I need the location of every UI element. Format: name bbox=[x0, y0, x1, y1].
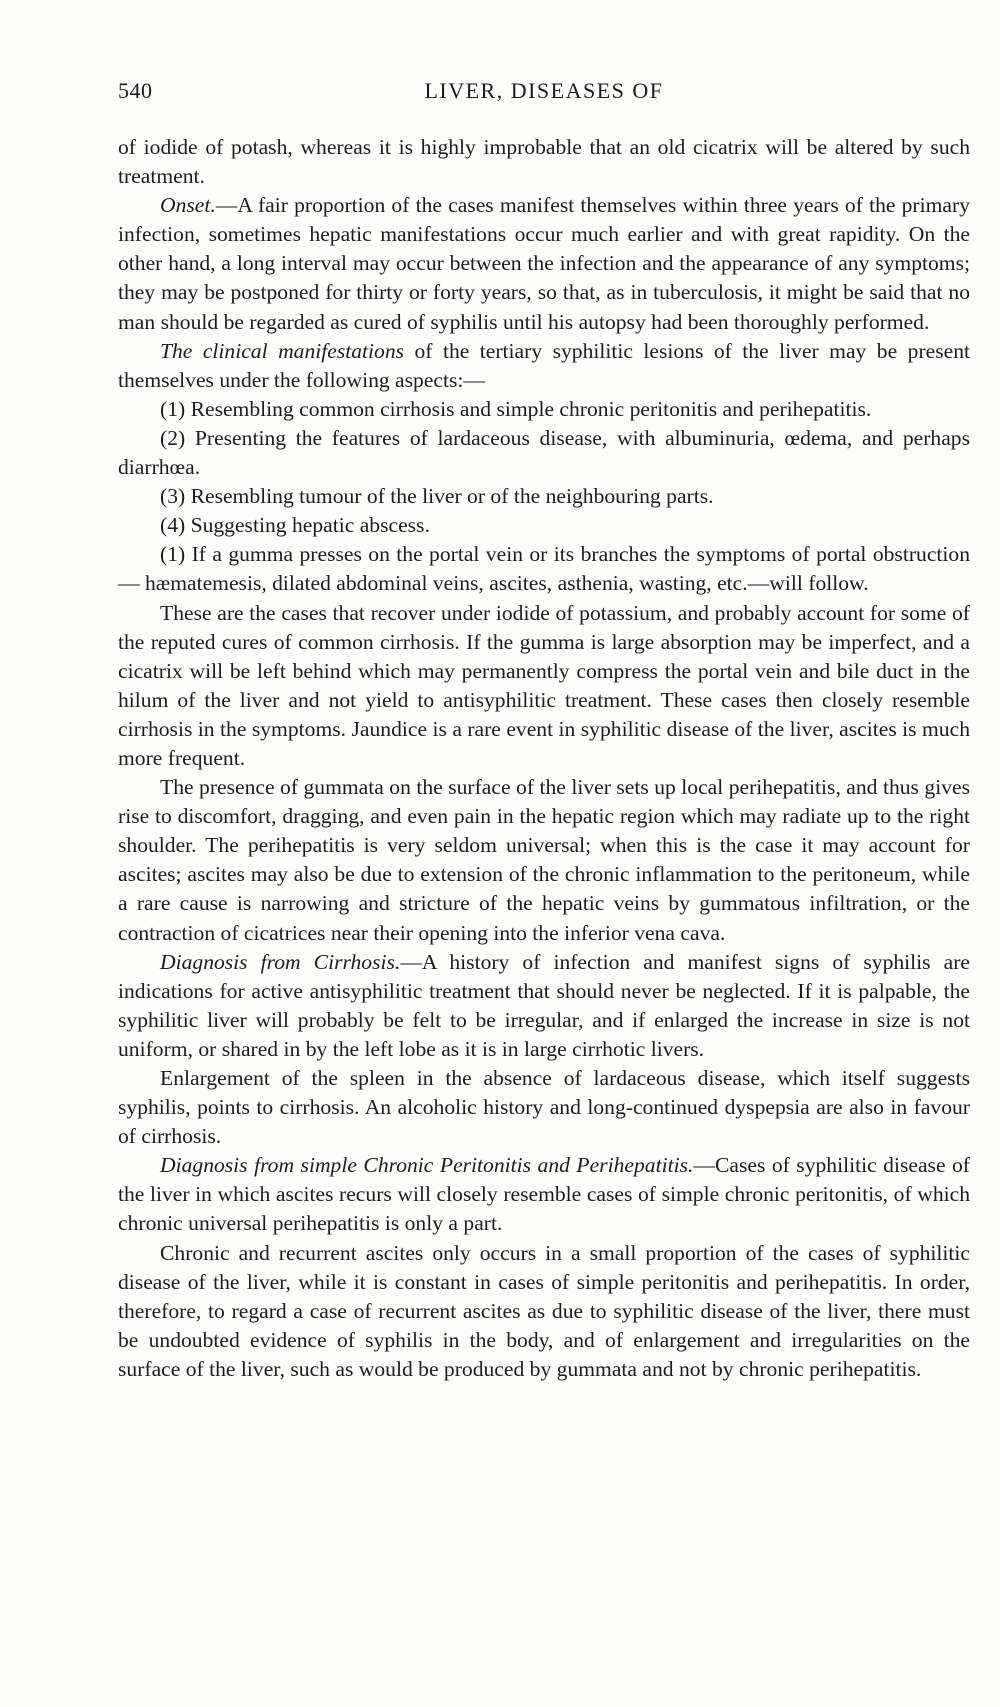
paragraph-text: (1) Resembling common cirrhosis and simple chronic peritonitis and perihepatitis. bbox=[160, 396, 872, 421]
paragraph bbox=[118, 1239, 970, 1384]
paragraph-text: —A fair proportion of the cases manifest themselves within three years of the primary infection, sometimes hepatic manifestations occur much earlier and with great rapidity. On the other hand, a long interval may occur between the infection and the appearance of any symptoms; they may be postponed for thirty or forty years, so that, as in tuberculosis, it might be said that no man should be regarded as cured of syphilis until his autopsy had been thoroughly performed. bbox=[118, 193, 970, 334]
paragraph-lead: Diagnosis from Cirrhosis. bbox=[160, 949, 401, 974]
list-item bbox=[118, 424, 970, 482]
paragraph-text: Chronic and recurrent ascites only occurs in a small proportion of the cases of syphilitic disease of the liver, while it is constant in cases of simple peritonitis and perihepatitis. In order, therefore, to regard a case of recurrent ascites as due to syphilitic disease of the liver, there must be undoubted evidence of syphilis in the body, and of enlargement and irregularities on the surface of the liver, such as would be produced by gummata and not by chronic perihepatitis. bbox=[118, 1240, 970, 1381]
paragraph-text: (3) Resembling tumour of the liver or of the neighbouring parts. bbox=[160, 484, 714, 509]
paragraph bbox=[118, 540, 970, 598]
paragraph-text: —Cases of syphilitic disease of the liver in which ascites recurs will closely resemble cases of simple chronic peritonitis, of which chronic universal perihepatitis is only a part. bbox=[118, 1153, 970, 1236]
running-title: LIVER, DISEASES OF bbox=[424, 78, 664, 103]
paragraph-lead: The clinical manifestations bbox=[160, 338, 405, 363]
paragraph-diagnosis-peritonitis bbox=[118, 1151, 970, 1238]
paragraph bbox=[118, 599, 970, 774]
paragraph bbox=[118, 1064, 970, 1151]
paragraph-text: of iodide of potash, whereas it is highly improbable that an old cicatrix will be altered by such treatment. bbox=[118, 135, 970, 189]
paragraph-continuation bbox=[118, 133, 970, 191]
paragraph-text: —A history of infection and manifest signs of syphilis are indications for active antisyphilitic treatment that should never be neglected. If it is palpable, the syphilitic liver will probably be felt to be irregular, and if enlarged the increase in size is not uniform, or shared in by the left lobe as it is in large cirrhotic livers. bbox=[118, 949, 970, 1061]
paragraph-onset bbox=[118, 191, 970, 336]
paragraph-diagnosis-cirrhosis bbox=[118, 948, 970, 1064]
body-text bbox=[118, 133, 970, 1384]
list-item bbox=[118, 482, 970, 511]
paragraph-text: The presence of gummata on the surface of the liver sets up local perihepatitis, and thus gives rise to discomfort, dragging, and even pain in the hepatic region which may radiate up to the right shoulder. The perihepatitis is very seldom universal; when this is the case it may account for ascites; ascites may also be due to extension of the chronic inflammation to the peritoneum, while a rare cause is narrowing and stricture of the hepatic veins by gummatous infiltration, or the contraction of cicatrices near their opening into the inferior vena cava. bbox=[118, 775, 970, 945]
paragraph-lead: Onset. bbox=[160, 193, 216, 218]
paragraph-text: of the tertiary syphilitic lesions of the liver may be present themselves under the following aspects:— bbox=[118, 338, 971, 392]
paragraph-text: (2) Presenting the features of lardaceous disease, with albuminuria, œdema, and perhaps diarrhœa. bbox=[118, 425, 970, 480]
paragraph-text: These are the cases that recover under iodide of potassium, and probably account for some of the reputed cures of common cirrhosis. If the gumma is large absorption may be imperfect, and a cicatrix will be left behind which may permanently compress the portal vein and bile duct in the hilum of the liver and not yield to antisyphilitic treatment. These cases then closely resemble cirrhosis in the symptoms. Jaundice is a rare event in syphilitic disease of the liver, ascites is much more frequent. bbox=[118, 600, 970, 770]
paragraph-text: (4) Suggesting hepatic abscess. bbox=[160, 513, 430, 538]
running-head bbox=[118, 78, 970, 108]
paragraph-text: (1) If a gumma presses on the portal vein or its branches the symptoms of portal obstruction — hæmatemesis, dilated abdominal veins, ascites, asthenia, wasting, etc.—will follow. bbox=[118, 542, 970, 596]
paragraph bbox=[118, 773, 970, 948]
list-item bbox=[118, 511, 970, 540]
page-number: 540 bbox=[118, 78, 153, 103]
list-item bbox=[118, 395, 970, 424]
paragraph-text: Enlargement of the spleen in the absence of lardaceous disease, which itself suggests syphilis, points to cirrhosis. An alcoholic history and long-continued dyspepsia are also in favour of cirrhosis. bbox=[118, 1066, 970, 1149]
paragraph-clinical-manifestations bbox=[118, 337, 970, 395]
paragraph-lead: Diagnosis from simple Chronic Peritonitis and Perihepatitis. bbox=[160, 1153, 694, 1178]
